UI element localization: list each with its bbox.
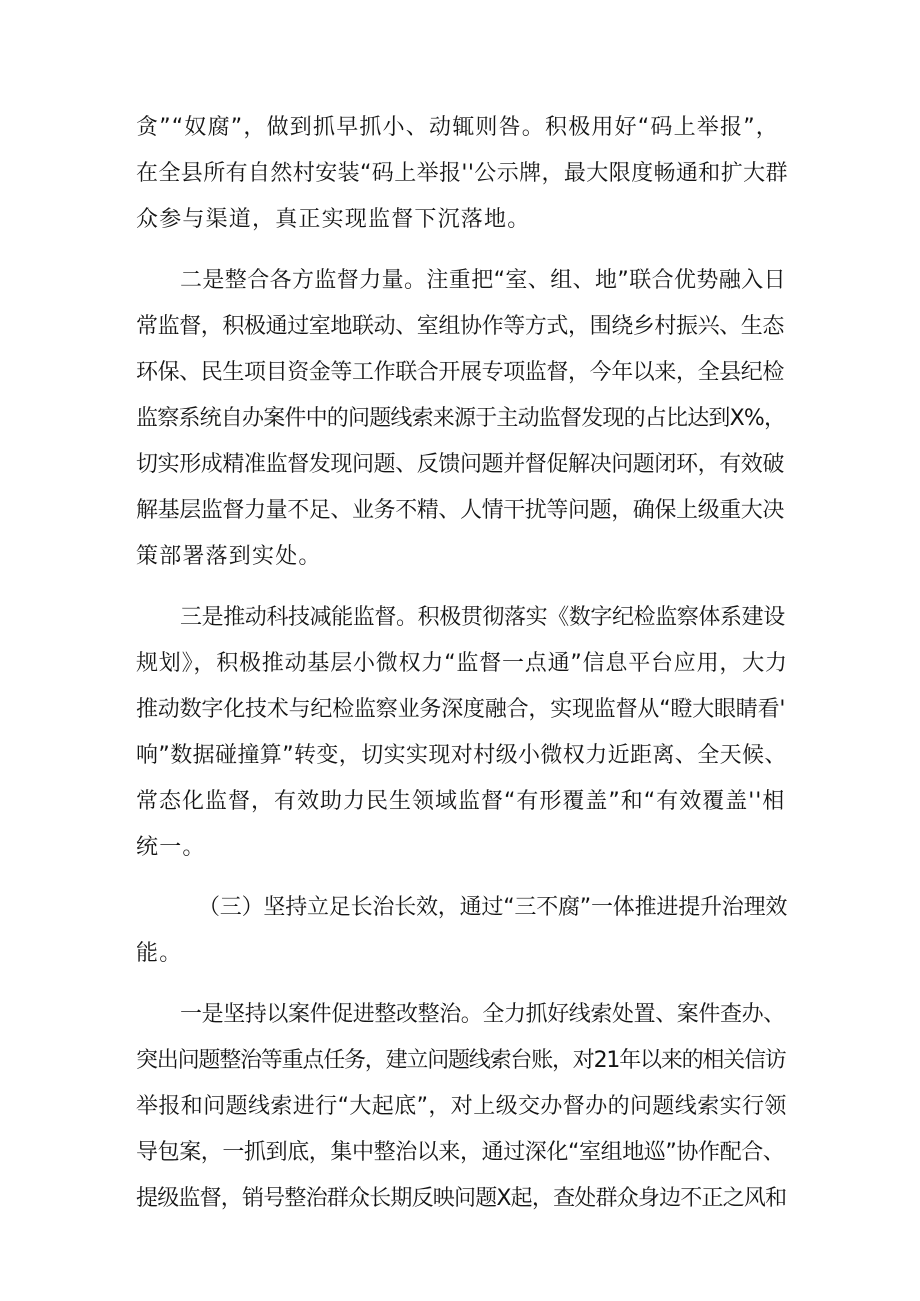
paragraph-2-line-6: 解基层监督力量不足、业务不精、人情干扰等问题，确保上级重大决 (136, 498, 785, 523)
paragraph-3-line-1: 三是推动科技减能监督。积极贯彻落实《数字纪检监察体系建设 (180, 605, 785, 630)
paragraph-3-line-5: 常态化监督，有效助力民生领域监督“有形覆盖”和“有效覆盖''相 (136, 789, 786, 814)
paragraph-1-line-1: 贪”“奴腐”，做到抓早抓小、动辄则咎。积极用好“码上举报”， (136, 115, 779, 140)
section-heading-line-2: 能。 (136, 941, 183, 966)
paragraph-2-line-4: 监察系统自办案件中的问题线索来源于主动监督发现的占比达到X%， (136, 406, 786, 431)
section-heading-line-1: （三）坚持立足长治长效，通过“三不腐”一体推进提升治理效 (198, 895, 788, 920)
paragraph-5-line-2: 突出问题整治等重点任务，建立问题线索台账，对21年以来的相关信访 (136, 1048, 786, 1073)
paragraph-3-line-4: 响”数据碰撞算”转变，切实实现对村级小微权力近距离、全天候、 (136, 743, 787, 768)
paragraph-2-line-7: 策部署落到实处。 (136, 544, 322, 569)
paragraph-5-line-1: 一是坚持以案件促进整改整治。全力抓好线索处置、案件查办、 (180, 1002, 785, 1027)
paragraph-1-line-3: 众参与渠道，真正实现监督下沉落地。 (136, 207, 531, 232)
paragraph-3-line-2: 规划》，积极推动基层小微权力“监督一点通”信息平台应用，大力 (136, 651, 788, 676)
paragraph-3-line-6: 统一。 (136, 835, 206, 860)
paragraph-5-line-3: 举报和问题线索进行“大起底”，对上级交办督办的问题线索实行领 (136, 1094, 787, 1119)
paragraph-2-line-2: 常监督，积极通过室地联动、室组协作等方式，围绕乡村振兴、生态 (136, 314, 785, 339)
paragraph-5-line-5: 提级监督，销号整治群众长期反映问题X起，查处群众身边不正之风和 (136, 1186, 787, 1211)
paragraph-2-line-3: 环保、民生项目资金等工作联合开展专项监督，今年以来，全县纪检 (136, 360, 785, 385)
paragraph-2-line-1: 二是整合各方监督力量。注重把“室、组、地”联合优势融入日 (180, 268, 786, 293)
paragraph-1-line-2: 在全县所有自然村安装“码上举报''公示牌，最大限度畅通和扩大群 (136, 161, 788, 186)
paragraph-3-line-3: 推动数字化技术与纪检监察业务深度融合，实现监督从“瞪大眼睛看' (136, 697, 786, 722)
paragraph-5-line-4: 导包案，一抓到底，集中整治以来，通过深化“室组地巡”协作配合、 (136, 1140, 785, 1165)
paragraph-2-line-5: 切实形成精准监督发现问题、反馈问题并督促解决问题闭环，有效破 (136, 452, 785, 477)
